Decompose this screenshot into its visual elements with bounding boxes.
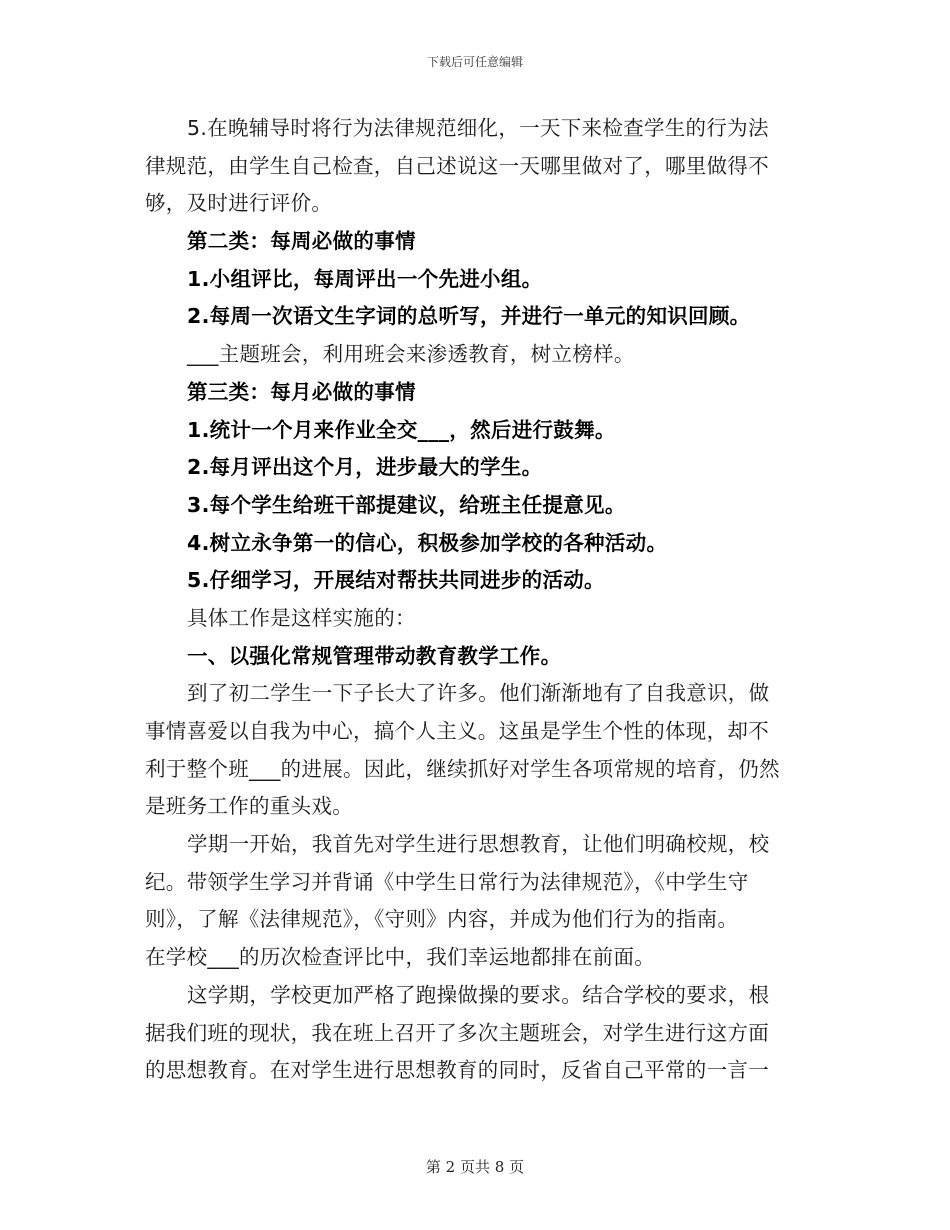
- heading-line: 第三类：每月必做的事情: [187, 379, 416, 404]
- heading-line: 2.每月评出这个月，进步最大的学生。: [187, 455, 543, 480]
- heading-line: 3.每个学生给班干部提建议，给班主任提意见。: [187, 492, 626, 517]
- heading-line: 1.小组评比，每周评出一个先进小组。: [187, 266, 543, 291]
- heading-line: 2.每周一次语文生字词的总听写，并进行一单元的知识回顾。: [187, 304, 751, 329]
- text-line: 够，及时进行评价。: [145, 191, 333, 216]
- page-footer: 第 2 页共 8 页: [425, 1158, 525, 1176]
- text-line: ___主题班会，利用班会来渗透教育，树立榜样。: [187, 342, 635, 367]
- text-line: 5.在晚辅导时将行为法律规范细化，一天下来检查学生的行为法: [187, 116, 769, 140]
- text-line: 纪。带领学生学习并背诵《中学生日常行为法律规范》，《中学生守: [145, 869, 749, 894]
- text-line: 具体工作是这样实施的：: [187, 605, 416, 630]
- text-line: 到了初二学生一下子长大了许多。他们渐渐地有了自我意识，做: [187, 681, 770, 706]
- text-line: 事情喜爱以自我为中心，搞个人主义。这虽是学生个性的体现，却不: [145, 719, 769, 743]
- text-line: 则》，了解《法律规范》，《守则》内容，并成为他们行为的指南。: [145, 907, 739, 932]
- text-line: 利于整个班___的进展。因此，继续抓好对学生各项常规的培育，仍然: [145, 756, 780, 781]
- text-line: 据我们班的现状，我在班上召开了多次主题班会，对学生进行这方面: [145, 1020, 769, 1045]
- text-line: 律规范，由学生自己检查，自己述说这一天哪里做对了，哪里做得不: [145, 153, 769, 178]
- heading-line: 一、以强化常规管理带动教育教学工作。: [187, 643, 562, 668]
- text-line: 的思想教育。在对学生进行思想教育的同时，反省自己平常的一言一: [145, 1058, 769, 1083]
- heading-line: 4.树立永争第一的信心，积极参加学校的各种活动。: [187, 530, 668, 555]
- text-line: 是班务工作的重头戏。: [145, 794, 353, 819]
- document-body: [145, 110, 805, 1090]
- text-line: 这学期，学校更加严格了跑操做操的要求。结合学校的要求，根: [187, 982, 770, 1007]
- text-line: 学期一开始，我首先对学生进行思想教育，让他们明确校规，校: [187, 832, 770, 857]
- heading-line: 第二类：每周必做的事情: [187, 229, 416, 254]
- heading-line: 5.仔细学习，开展结对帮扶共同进步的活动。: [187, 568, 605, 593]
- page-header: 下载后可任意编辑: [426, 55, 523, 69]
- text-line: 在学校___的历次检查评比中，我们幸运地都排在前面。: [145, 945, 656, 970]
- heading-line: 1.统计一个月来作业全交___，然后进行鼓舞。: [187, 417, 616, 442]
